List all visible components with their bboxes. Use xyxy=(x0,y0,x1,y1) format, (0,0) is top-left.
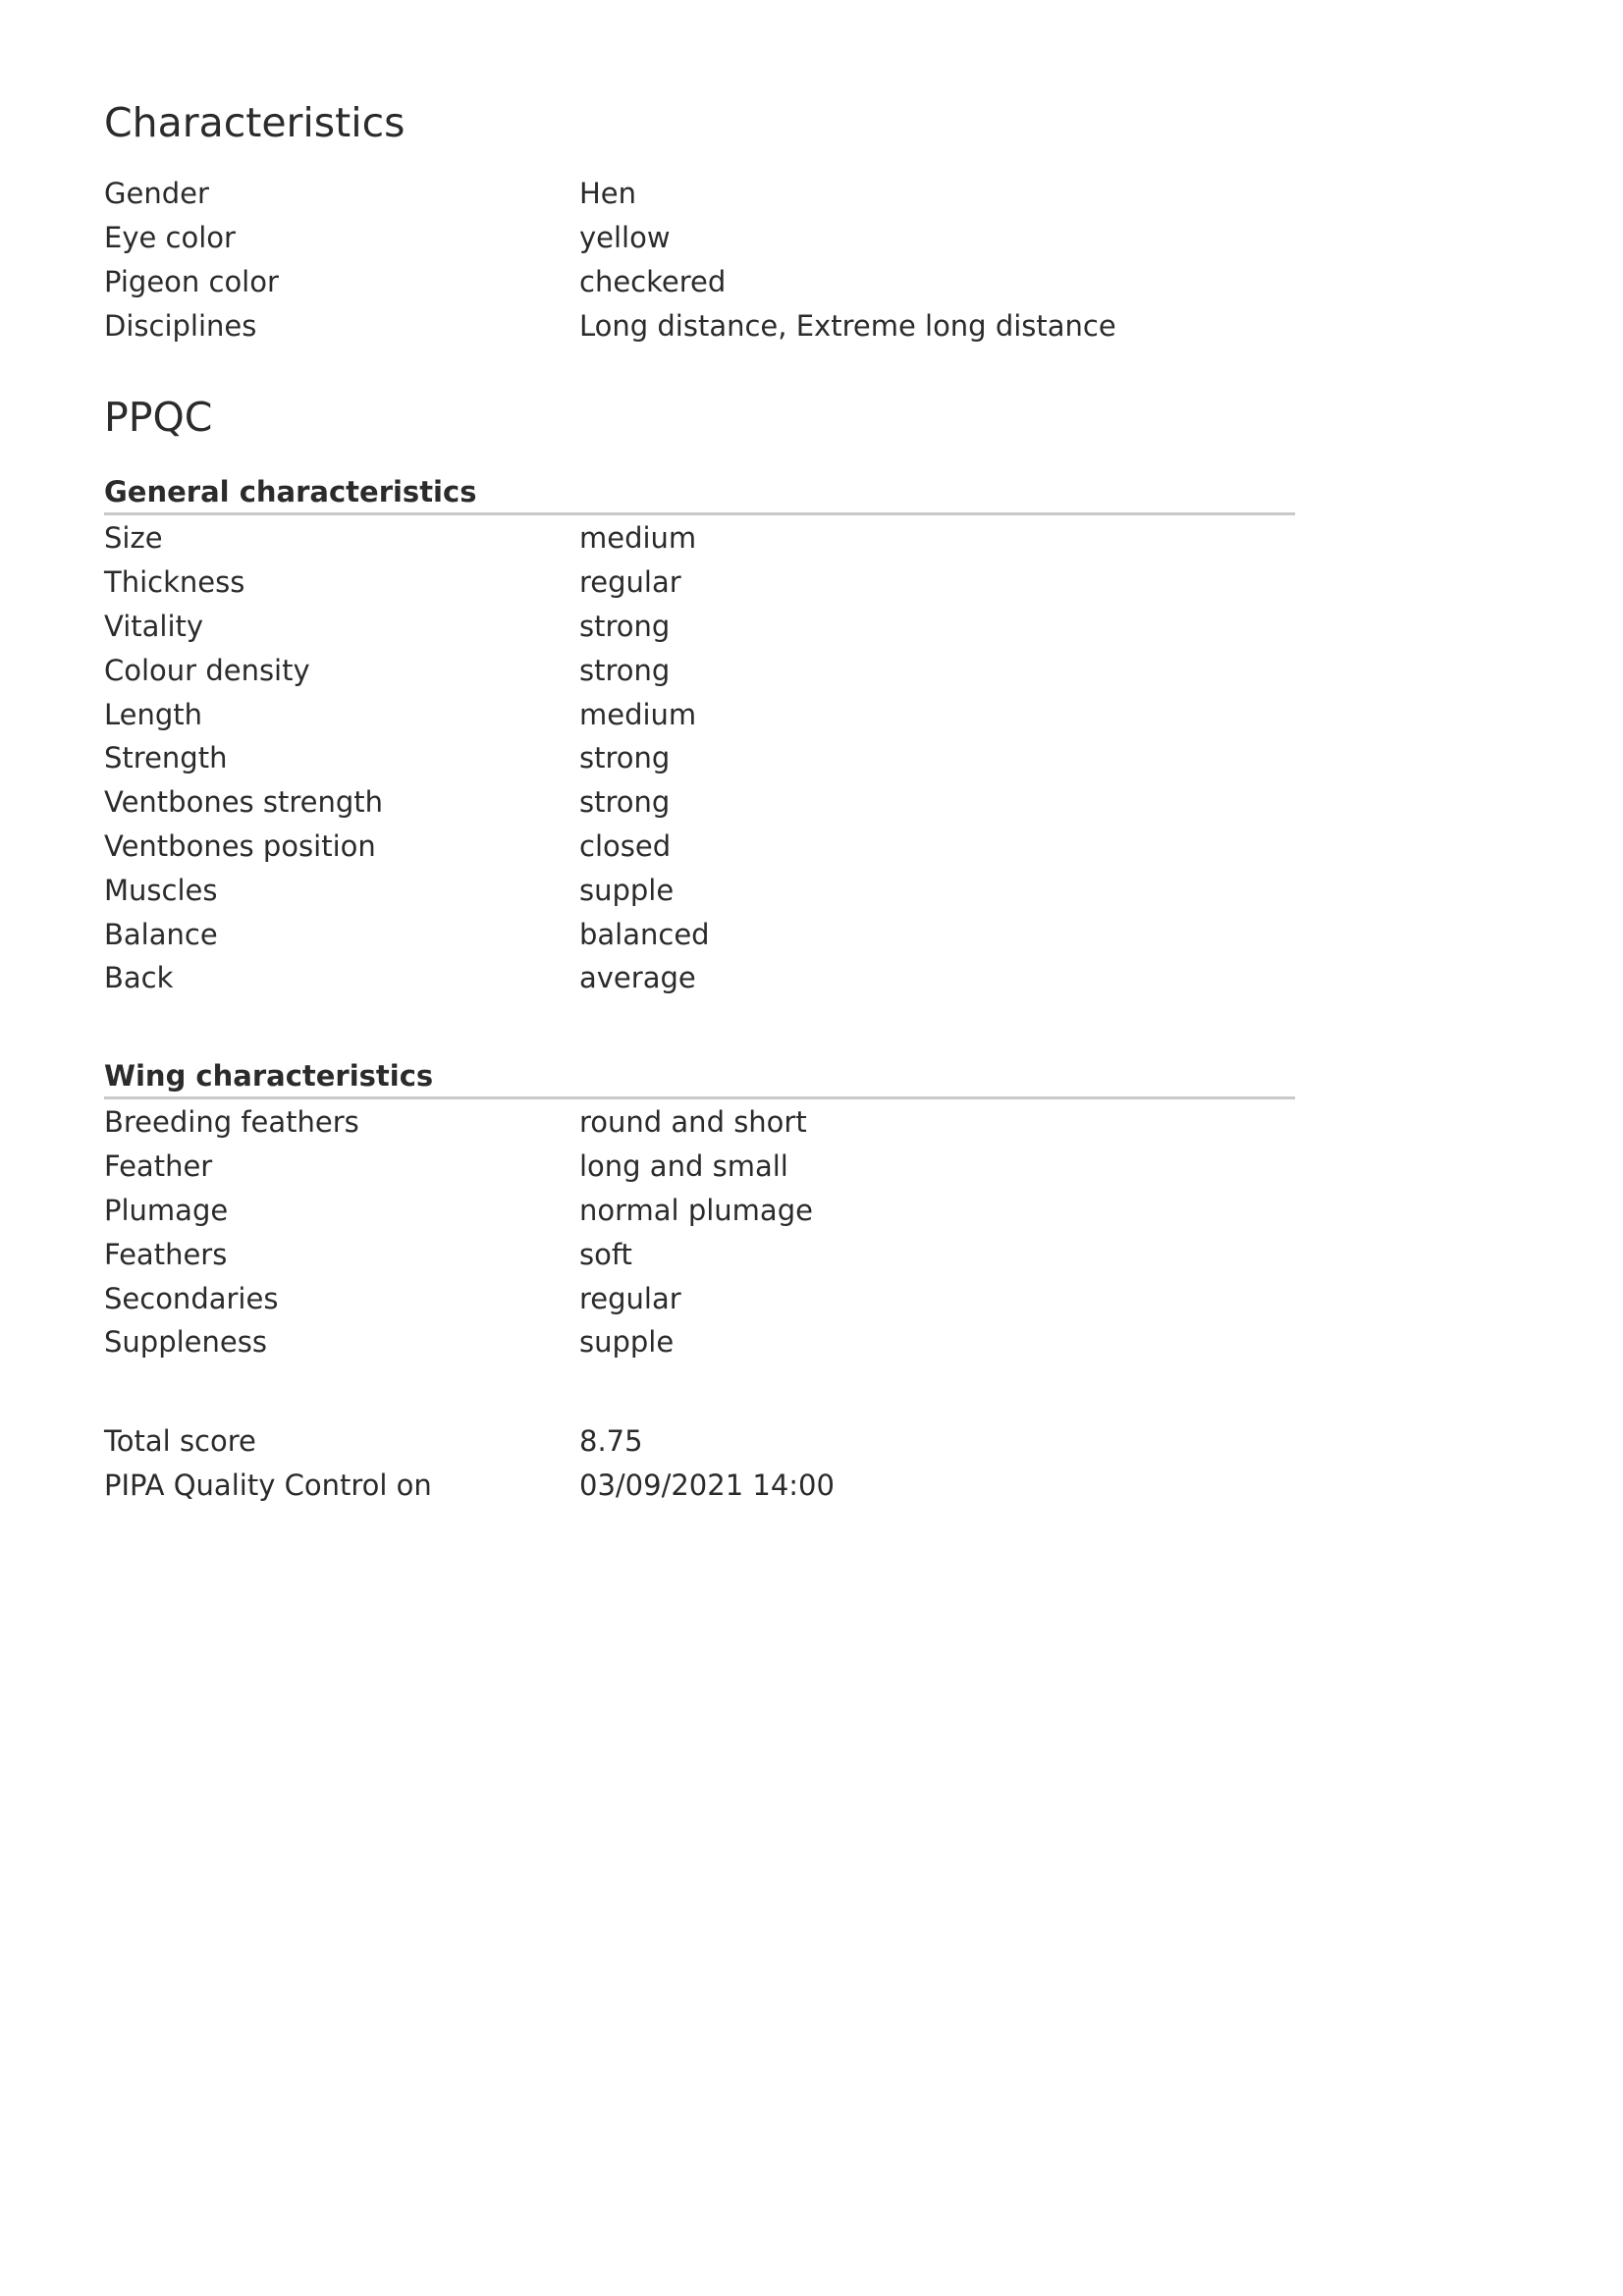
characteristic-row xyxy=(104,172,1295,216)
general-label: Ventbones position xyxy=(104,828,376,863)
summary-row xyxy=(104,1419,1295,1464)
wing-label: Breeding feathers xyxy=(104,1105,359,1140)
general-row xyxy=(104,561,1295,605)
general-value: medium xyxy=(579,521,697,556)
general-value: balanced xyxy=(579,917,710,951)
general-row xyxy=(104,825,1295,869)
general-row xyxy=(104,736,1295,780)
general-value: closed xyxy=(579,828,672,863)
characteristics-list xyxy=(104,172,1295,347)
characteristic-value: checkered xyxy=(579,264,727,298)
general-value: strong xyxy=(579,653,671,687)
wing-row xyxy=(104,1320,1295,1364)
general-characteristics-heading-text: General characteristics xyxy=(104,475,477,508)
characteristic-value: yellow xyxy=(579,221,671,255)
wing-label: Suppleness xyxy=(104,1325,267,1360)
wing-label: Secondaries xyxy=(104,1281,279,1315)
characteristic-label: Eye color xyxy=(104,221,236,255)
characteristic-row xyxy=(104,260,1295,304)
characteristic-value: Long distance, Extreme long distance xyxy=(579,308,1116,343)
wing-row xyxy=(104,1100,1295,1145)
characteristic-row xyxy=(104,303,1295,347)
general-label: Size xyxy=(104,521,163,556)
total-score-value: 8.75 xyxy=(579,1424,643,1459)
characteristic-row xyxy=(104,216,1295,260)
general-row xyxy=(104,956,1295,1000)
wing-value: long and small xyxy=(579,1149,788,1184)
wing-label: Feathers xyxy=(104,1237,228,1271)
wing-row xyxy=(104,1189,1295,1233)
general-row xyxy=(104,780,1295,825)
ppqc-title: PPQC xyxy=(104,394,213,441)
summary-label: PIPA Quality Control on xyxy=(104,1468,432,1503)
summary-list xyxy=(104,1419,1295,1508)
wing-label: Plumage xyxy=(104,1193,229,1227)
summary-row xyxy=(104,1464,1295,1508)
general-label: Back xyxy=(104,961,174,995)
characteristic-value: Hen xyxy=(579,177,637,211)
general-row xyxy=(104,516,1295,561)
wing-row xyxy=(104,1276,1295,1320)
general-characteristics-list xyxy=(104,516,1295,1000)
characteristics-title: Characteristics xyxy=(104,99,406,146)
wing-value: regular xyxy=(579,1281,681,1315)
general-value: strong xyxy=(579,785,671,820)
wing-value: normal plumage xyxy=(579,1193,813,1227)
general-value: regular xyxy=(579,565,681,600)
wing-label: Feather xyxy=(104,1149,213,1184)
general-value: average xyxy=(579,961,696,995)
wing-value: round and short xyxy=(579,1105,807,1140)
general-label: Balance xyxy=(104,917,218,951)
general-row xyxy=(104,912,1295,956)
general-row xyxy=(104,868,1295,912)
general-label: Colour density xyxy=(104,653,310,687)
general-row xyxy=(104,605,1295,649)
general-label: Vitality xyxy=(104,609,204,643)
wing-value: soft xyxy=(579,1237,632,1271)
general-value: strong xyxy=(579,609,671,643)
general-label: Ventbones strength xyxy=(104,785,384,820)
general-value: medium xyxy=(579,697,697,731)
characteristic-label: Gender xyxy=(104,177,209,211)
general-label: Strength xyxy=(104,741,228,775)
general-value: supple xyxy=(579,873,675,907)
wing-row xyxy=(104,1232,1295,1276)
general-label: Thickness xyxy=(104,565,245,600)
summary-label: Total score xyxy=(104,1424,256,1459)
characteristic-label: Pigeon color xyxy=(104,264,279,298)
general-row xyxy=(104,648,1295,692)
wing-value: supple xyxy=(579,1325,675,1360)
wing-characteristics-list xyxy=(104,1100,1295,1364)
general-characteristics-heading xyxy=(104,466,1295,515)
general-label: Length xyxy=(104,697,203,731)
general-value: strong xyxy=(579,741,671,775)
general-row xyxy=(104,692,1295,736)
characteristic-label: Disciplines xyxy=(104,308,257,343)
wing-row xyxy=(104,1145,1295,1189)
quality-control-date-value: 03/09/2021 14:00 xyxy=(579,1468,835,1503)
wing-characteristics-heading xyxy=(104,1050,1295,1099)
general-label: Muscles xyxy=(104,873,218,907)
wing-characteristics-heading-text: Wing characteristics xyxy=(104,1059,434,1093)
